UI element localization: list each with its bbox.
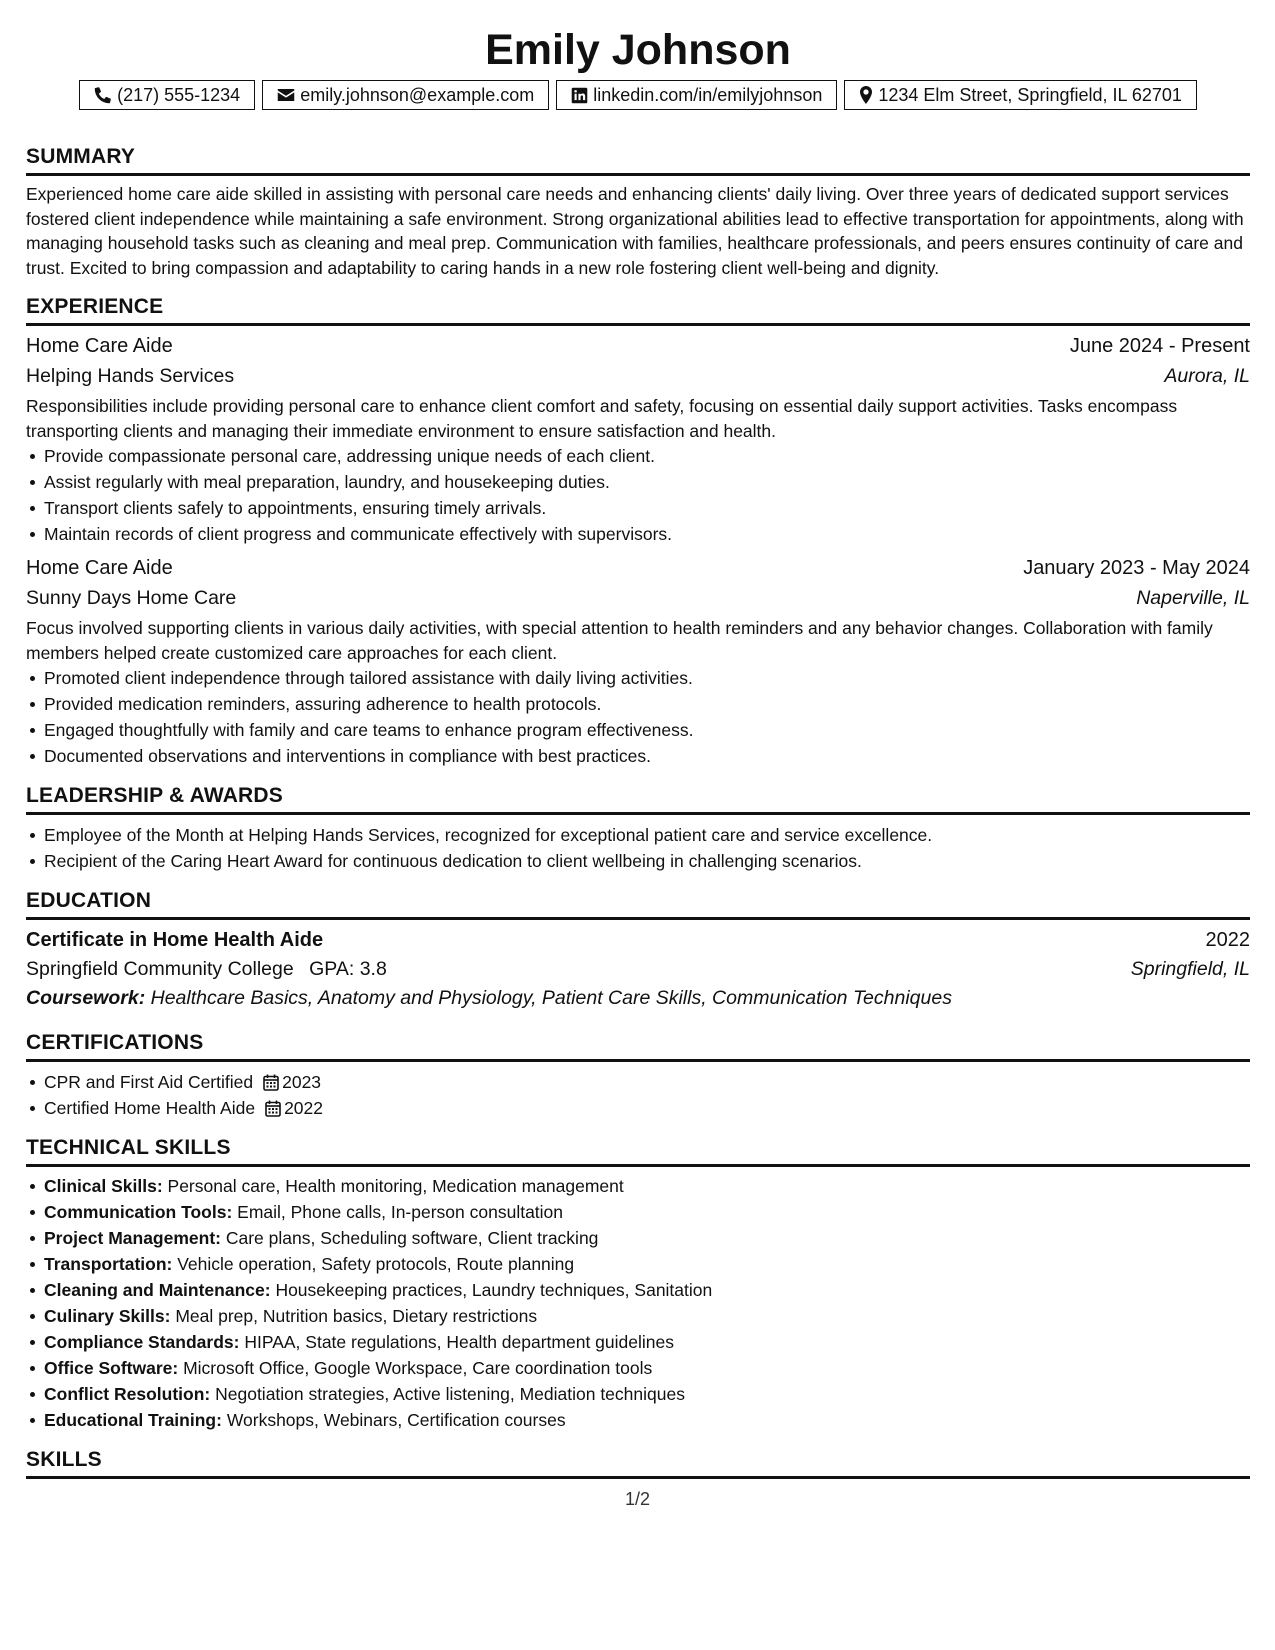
skill-value: Microsoft Office, Google Workspace, Care coordination tools — [183, 1358, 653, 1378]
skill-value: Workshops, Webinars, Certification courses — [226, 1410, 566, 1430]
skill-value: Email, Phone calls, In-person consultation — [237, 1202, 564, 1222]
job-description: Responsibilities include providing personal care to enhance client comfort and safety, focusing on essential daily support activities. Tasks encompass transporting clients and managing their immediate environment to ensure satisfaction and health. — [26, 396, 1178, 441]
list-item: Documented observations and interventions in compliance with best practices. — [44, 743, 1250, 769]
gpa: GPA: 3.8 — [309, 958, 387, 980]
skill-value: Vehicle operation, Safety protocols, Route planning — [177, 1254, 575, 1274]
job-title: Home Care Aide — [26, 557, 173, 579]
list-item — [44, 1355, 1250, 1381]
list-item — [44, 1225, 1250, 1251]
summary-text: Experienced home care aide skilled in assisting with personal care needs and enhancing clients' daily living. Over three years of dedicated support services fostered client independence while maintaining a safe environment. Strong organizational abilities lead to effective transportation for appointments, along with managing household tasks such as cleaning and meal prep. Communication with families, healthcare professionals, and peers ensures continuity of care and trust. Excited to bring compassion and adaptability to caring hands in a new role fostering client well-being and dignity. — [26, 184, 1244, 278]
map-pin-icon — [859, 86, 873, 104]
calendar-icon — [265, 1100, 281, 1117]
envelope-icon — [277, 87, 295, 103]
address-text: 1234 Elm Street, Springfield, IL 62701 — [878, 85, 1182, 105]
skill-label: Educational Training: — [44, 1410, 222, 1430]
list-item: Maintain records of client progress and communicate effectively with supervisors. — [44, 521, 1250, 547]
school-name: Springfield Community College — [26, 958, 294, 980]
list-item: Recipient of the Caring Heart Award for continuous dedication to client wellbeing in challenging scenarios. — [44, 848, 1250, 874]
list-item — [44, 1199, 1250, 1225]
list-item — [44, 1329, 1250, 1355]
certifications-heading: CERTIFICATIONS — [26, 1030, 1250, 1062]
skill-label: Communication Tools: — [44, 1202, 233, 1222]
technical-skills-list — [26, 1173, 1250, 1433]
education-heading: EDUCATION — [26, 888, 1250, 920]
job-dates: June 2024 - Present — [1069, 335, 1250, 357]
contact-address[interactable] — [844, 80, 1197, 110]
list-item: Promoted client independence through tailored assistance with daily living activities. — [44, 665, 1250, 691]
phone-icon — [94, 86, 112, 104]
job-title: Home Care Aide — [26, 335, 173, 357]
experience-heading: EXPERIENCE — [26, 294, 1250, 326]
list-item — [44, 1381, 1250, 1407]
certification-year: 2023 — [282, 1072, 322, 1092]
leadership-heading: LEADERSHIP & AWARDS — [26, 783, 1250, 815]
job-location: Aurora, IL — [1164, 365, 1250, 387]
contact-email[interactable] — [262, 80, 549, 110]
technical-skills-section — [26, 1135, 1250, 1433]
resume-page — [26, 0, 1250, 1479]
job-entry — [26, 332, 1250, 547]
list-item — [44, 1095, 1250, 1121]
skill-value: Housekeeping practices, Laundry techniques, Sanitation — [275, 1280, 713, 1300]
list-item — [44, 1251, 1250, 1277]
job-bullets — [26, 443, 1250, 547]
certification-name: CPR and First Aid Certified — [44, 1072, 254, 1092]
list-item: Employee of the Month at Helping Hands Services, recognized for exceptional patient care and service excellence. — [44, 822, 1250, 848]
coursework — [26, 984, 1250, 1012]
skill-label: Conflict Resolution: — [44, 1384, 211, 1404]
experience-section — [26, 294, 1250, 769]
certification-year: 2022 — [284, 1098, 324, 1118]
skills-section — [26, 1447, 1250, 1479]
phone-text: (217) 555-1234 — [117, 85, 241, 105]
skill-label: Clinical Skills: — [44, 1176, 163, 1196]
coursework-text: Healthcare Basics, Anatomy and Physiology, Patient Care Skills, Communication Techniques — [150, 987, 952, 1009]
skill-value: Care plans, Scheduling software, Client tracking — [225, 1228, 599, 1248]
job-dates: January 2023 - May 2024 — [1023, 557, 1250, 579]
linkedin-icon — [571, 87, 588, 104]
list-item: Provided medication reminders, assuring adherence to health protocols. — [44, 691, 1250, 717]
skill-label: Project Management: — [44, 1228, 221, 1248]
linkedin-text: linkedin.com/in/emilyjohnson — [593, 85, 823, 105]
list-item: Provide compassionate personal care, addressing unique needs of each client. — [44, 443, 1250, 469]
contact-row — [26, 80, 1250, 110]
summary-heading: SUMMARY — [26, 144, 1250, 176]
list-item — [44, 1277, 1250, 1303]
skill-label: Cleaning and Maintenance: — [44, 1280, 271, 1300]
job-location: Naperville, IL — [1136, 587, 1250, 609]
skill-value: Negotiation strategies, Active listening, Mediation techniques — [215, 1384, 685, 1404]
coursework-label: Coursework: — [26, 987, 146, 1009]
list-item — [44, 1069, 1250, 1095]
degree-year: 2022 — [1205, 929, 1250, 951]
list-item — [44, 1303, 1250, 1329]
certification-name: Certified Home Health Aide — [44, 1098, 256, 1118]
page-number: 1/2 — [624, 1489, 651, 1509]
skill-label: Culinary Skills: — [44, 1306, 171, 1326]
leadership-list — [26, 822, 1250, 874]
calendar-icon — [263, 1074, 279, 1091]
skill-label: Office Software: — [44, 1358, 179, 1378]
skill-value: HIPAA, State regulations, Health department guidelines — [244, 1332, 674, 1352]
summary-section — [26, 144, 1250, 280]
education-section — [26, 888, 1250, 1012]
skill-value: Meal prep, Nutrition basics, Dietary restrictions — [175, 1306, 538, 1326]
school-location: Springfield, IL — [1130, 958, 1250, 980]
candidate-name: Emily Johnson — [485, 26, 791, 74]
skill-label: Compliance Standards: — [44, 1332, 240, 1352]
contact-linkedin[interactable] — [556, 80, 837, 110]
skill-label: Transportation: — [44, 1254, 173, 1274]
job-entry — [26, 554, 1250, 769]
job-company: Sunny Days Home Care — [26, 587, 237, 609]
certifications-section — [26, 1030, 1250, 1121]
technical-skills-heading: TECHNICAL SKILLS — [26, 1135, 1250, 1167]
list-item — [44, 1173, 1250, 1199]
skill-value: Personal care, Health monitoring, Medication management — [167, 1176, 624, 1196]
email-text: emily.johnson@example.com — [300, 85, 535, 105]
job-bullets — [26, 665, 1250, 769]
list-item — [44, 1407, 1250, 1433]
list-item: Engaged thoughtfully with family and care teams to enhance program effectiveness. — [44, 717, 1250, 743]
skills-heading: SKILLS — [26, 1447, 1250, 1479]
certifications-list — [26, 1069, 1250, 1121]
job-company: Helping Hands Services — [26, 365, 235, 387]
contact-phone[interactable] — [79, 80, 255, 110]
degree-title: Certificate in Home Health Aide — [26, 929, 324, 951]
job-description: Focus involved supporting clients in various daily activities, with special attention to health reminders and any behavior changes. Collaboration with family members helped create customized care approaches for each client. — [26, 618, 1213, 663]
list-item: Assist regularly with meal preparation, laundry, and housekeeping duties. — [44, 469, 1250, 495]
leadership-section — [26, 783, 1250, 874]
list-item: Transport clients safely to appointments, ensuring timely arrivals. — [44, 495, 1250, 521]
